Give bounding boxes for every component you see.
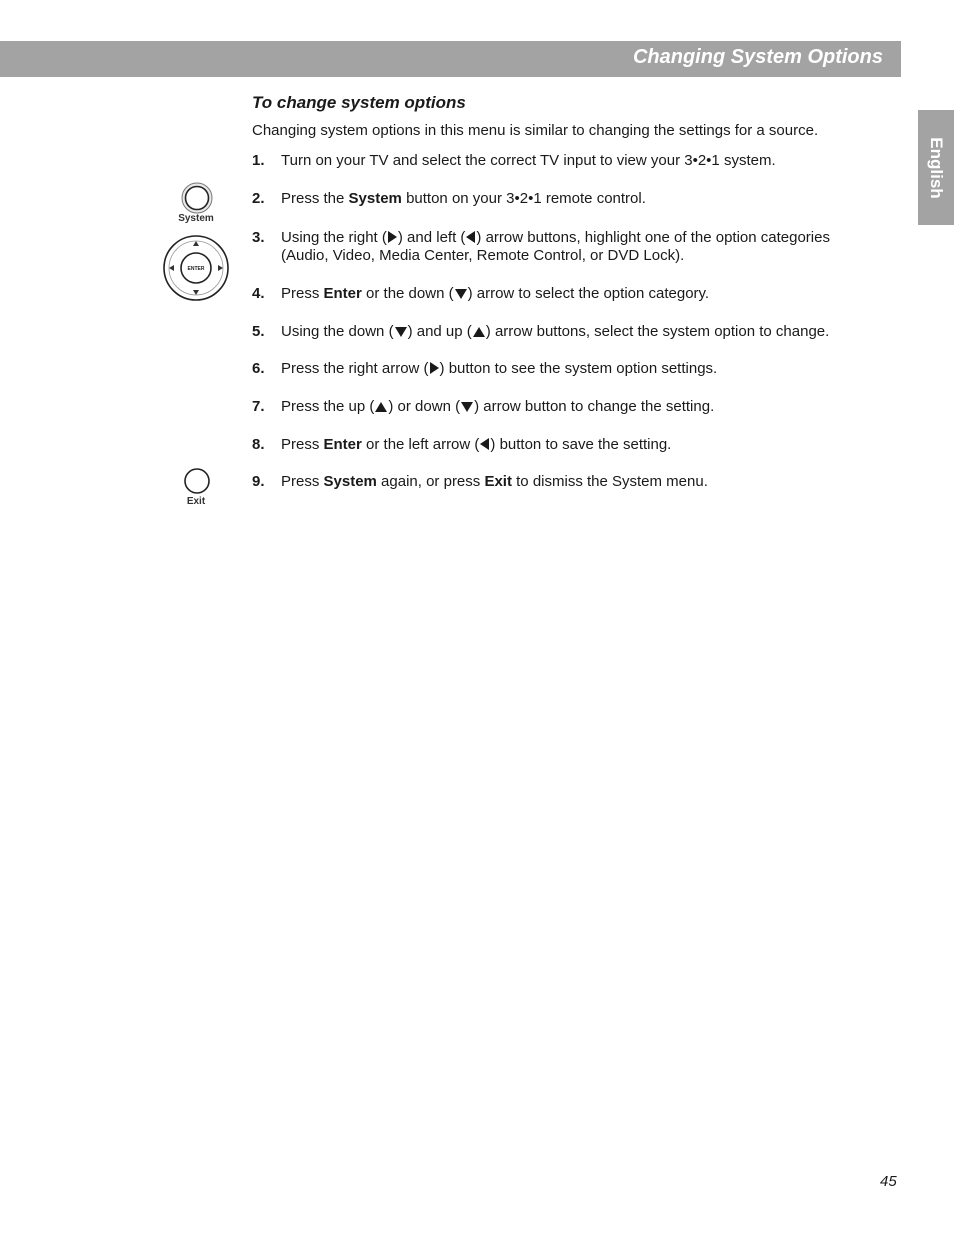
exit-button-icon	[183, 467, 211, 495]
text-run: Turn on your TV and select the correct TV input to view your 3•2•1 system.	[281, 152, 776, 169]
text-run: ) arrow buttons, highlight one of the option categories (Audio, Video, Media Center, Remote Control, or DVD Lock).	[281, 229, 830, 264]
arrow-left-icon	[466, 231, 475, 243]
step-text	[281, 190, 881, 208]
arrow-down-icon	[461, 402, 473, 412]
language-tab-label: English	[927, 136, 946, 199]
text-run: ) or down (	[388, 398, 461, 415]
arrow-down-icon	[455, 289, 467, 299]
arrow-left-icon	[480, 438, 489, 450]
text-run: button on your 3•2•1 remote control.	[401, 190, 646, 207]
text-run: Press the up (	[281, 398, 375, 415]
arrow-right-icon	[388, 231, 397, 243]
text-run: ) button to see the system option settings.	[439, 360, 718, 377]
step-text	[281, 152, 881, 170]
step-text	[281, 229, 881, 265]
section-title: To change system options	[252, 93, 466, 112]
step-number: 4.	[252, 285, 265, 302]
text-run: again, or press	[376, 473, 485, 490]
text-run: ) arrow buttons, select the system option to change.	[485, 323, 830, 340]
enter-label: ENTER	[187, 266, 205, 272]
arrow-up-icon	[375, 402, 387, 412]
step-number: 9.	[252, 473, 265, 490]
step-number: 8.	[252, 436, 265, 453]
bold-term: System	[323, 473, 377, 490]
text-run: ) and up (	[407, 323, 472, 340]
bold-term: Enter	[323, 285, 362, 302]
text-run: ) and left (	[397, 229, 466, 246]
arrow-right-icon	[430, 362, 439, 374]
bold-term: Enter	[323, 436, 362, 453]
arrow-up-icon	[473, 327, 485, 337]
language-tab	[918, 110, 954, 225]
text-run: Press	[281, 285, 324, 302]
text-run: or the left arrow (	[361, 436, 480, 453]
step-number: 3.	[252, 229, 265, 246]
text-run: ) arrow to select the option category.	[467, 285, 710, 302]
bold-term: Exit	[484, 473, 512, 490]
system-button-icon	[180, 182, 214, 216]
page-number: 45	[880, 1173, 897, 1190]
text-run: or the down (	[361, 285, 454, 302]
text-run: Press the	[281, 190, 349, 207]
text-run: ) button to save the setting.	[490, 436, 672, 453]
arrow-down-icon	[395, 327, 407, 337]
text-run: Using the down (	[281, 323, 394, 340]
step-number: 1.	[252, 152, 265, 169]
page-title: Changing System Options	[632, 46, 883, 68]
step-number: 7.	[252, 398, 265, 415]
header-bar	[0, 41, 901, 77]
system-button-label: System	[178, 213, 214, 224]
step-text	[281, 473, 881, 491]
step-text	[281, 360, 881, 378]
text-run: Press	[281, 436, 324, 453]
text-run: ) arrow button to change the setting.	[474, 398, 715, 415]
exit-button-label: Exit	[186, 496, 206, 507]
step-text	[281, 323, 881, 341]
text-run: to dismiss the System menu.	[511, 473, 708, 490]
bold-term: System	[348, 190, 402, 207]
text-run: Press	[281, 473, 324, 490]
text-run: Using the right (	[281, 229, 387, 246]
step-text	[281, 436, 881, 454]
text-run: Press the right arrow (	[281, 360, 429, 377]
step-text	[281, 285, 881, 303]
intro-paragraph: Changing system options in this menu is similar to changing the settings for a source.	[252, 122, 819, 139]
step-number: 6.	[252, 360, 265, 377]
navigation-pad-icon	[162, 234, 230, 302]
step-number: 2.	[252, 190, 265, 207]
step-number: 5.	[252, 323, 265, 340]
step-text	[281, 398, 881, 416]
